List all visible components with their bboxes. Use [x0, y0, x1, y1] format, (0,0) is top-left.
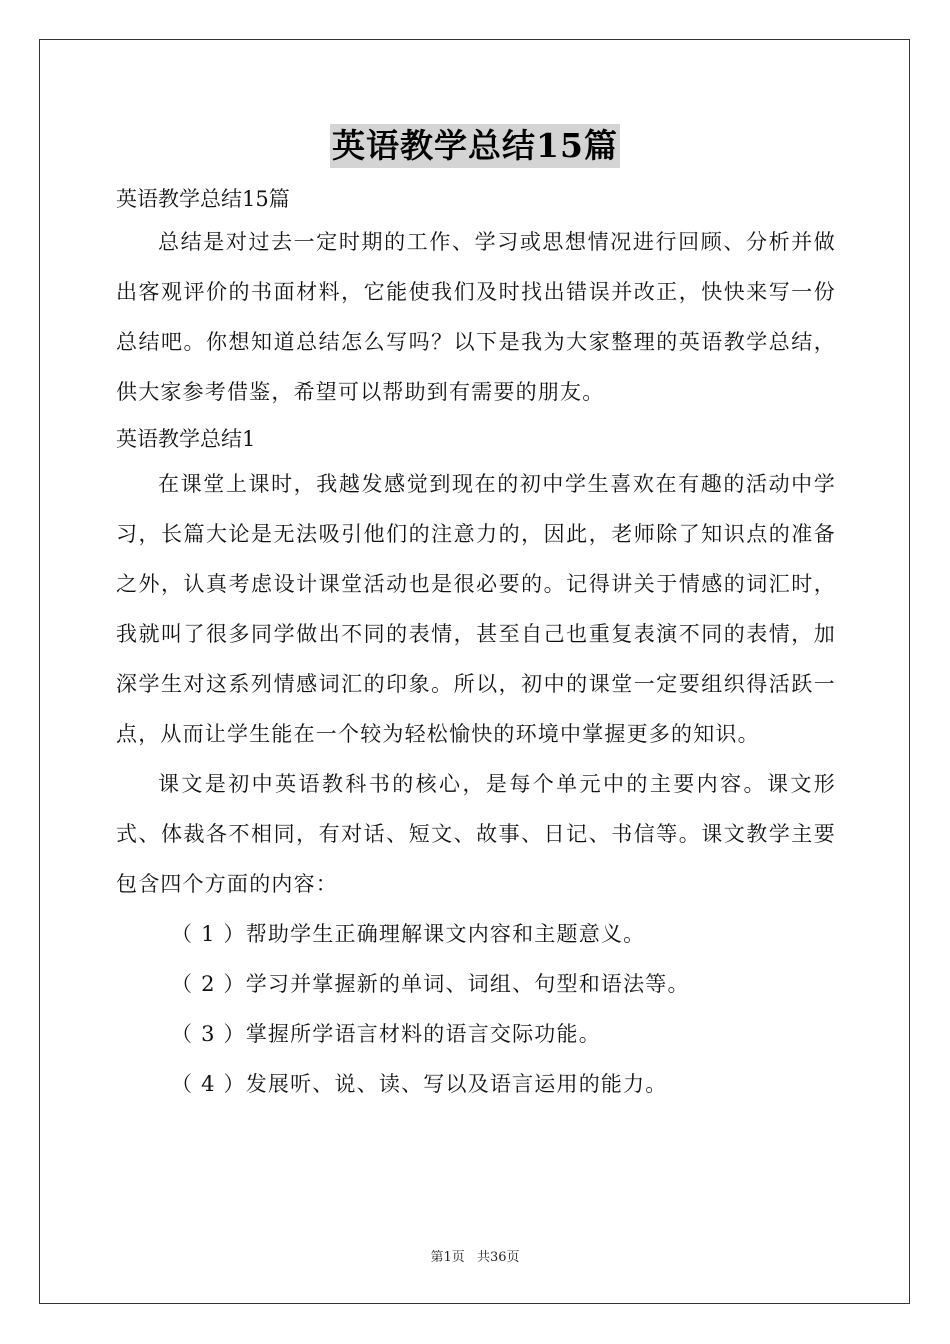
- page-number: 第1页: [430, 1250, 465, 1265]
- list-item: （ 3 ）掌握所学语言材料的语言交际功能。: [171, 1022, 601, 1046]
- total-pages: 共36页: [476, 1250, 520, 1265]
- section1-paragraph-2: 课文是初中英语教科书的核心，是每个单元中的主要内容。课文形式、体裁各不相同，有对话、短文、故事、日记、书信等。课文教学主要包含四个方面的内容：: [116, 772, 836, 896]
- title-container: [0, 124, 950, 168]
- document-title: 英语教学总结15篇: [330, 124, 620, 168]
- document-subtitle: 英语教学总结15篇: [116, 187, 290, 211]
- list-item: （ 1 ）帮助学生正确理解课文内容和主题意义。: [171, 922, 646, 946]
- list-item: （ 4 ）发展听、说、读、写以及语言运用的能力。: [171, 1072, 668, 1096]
- section1-paragraph-1: 在课堂上课时，我越发感觉到现在的初中学生喜欢在有趣的活动中学习，长篇大论是无法吸引他们的注意力的，因此，老师除了知识点的准备之外，认真考虑设计课堂活动也是很必要的。记得讲关于情感的词汇时，我就叫了很多同学做出不同的表情，甚至自己也重复表演不同的表情，加深学生对这系列情感词汇的印象。所以，初中的课堂一定要组织得活跃一点，从而让学生能在一个较为轻松愉快的环境中掌握更多的知识。: [116, 472, 836, 746]
- page-footer: [0, 1246, 950, 1265]
- list-item: （ 2 ）学习并掌握新的单词、词组、句型和语法等。: [171, 972, 690, 996]
- document-body: [116, 181, 836, 1109]
- intro-paragraph: 总结是对过去一定时期的工作、学习或思想情况进行回顾、分析并做出客观评价的书面材料，它能使我们及时找出错误并改正，快快来写一份总结吧。你想知道总结怎么写吗？以下是我为大家整理的英语教学总结，供大家参考借鉴，希望可以帮助到有需要的朋友。: [116, 230, 836, 404]
- section-heading-1: 英语教学总结1: [116, 427, 256, 451]
